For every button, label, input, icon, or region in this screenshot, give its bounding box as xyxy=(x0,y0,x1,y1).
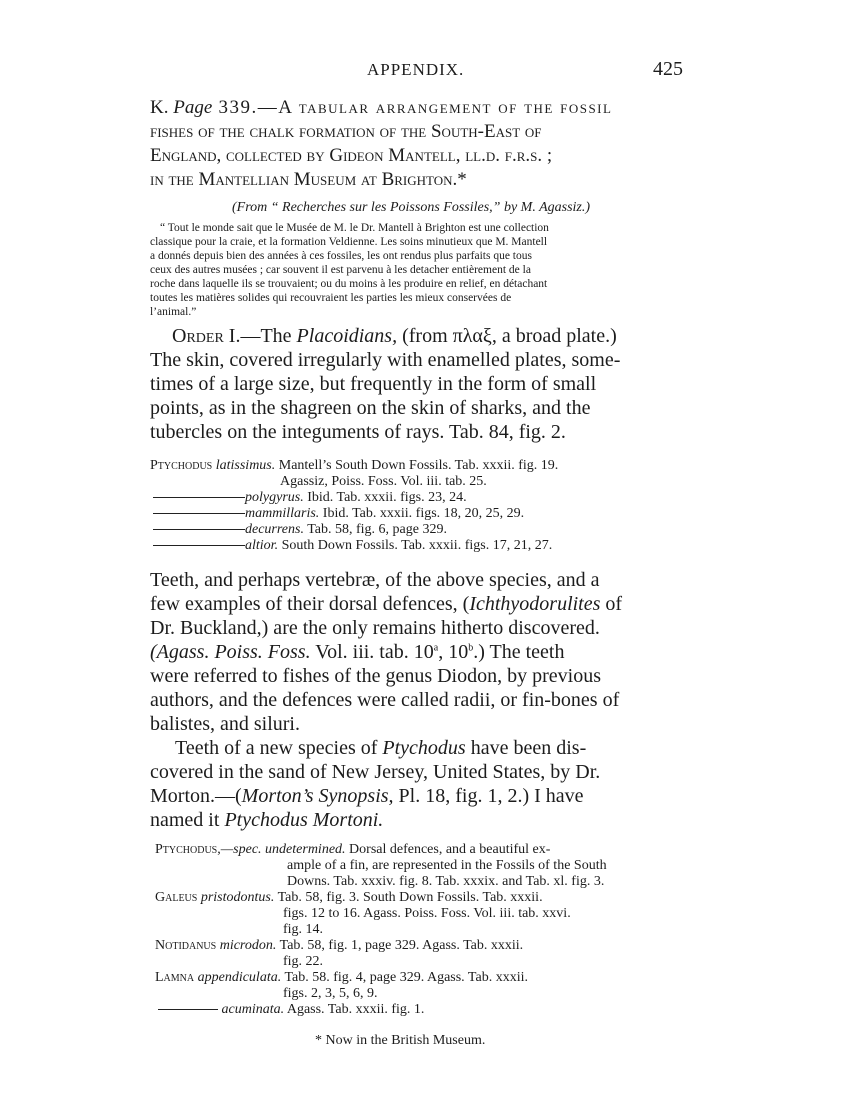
order-text-line: tubercles on the integuments of rays. Tab. 84, fig. 2. xyxy=(150,421,566,443)
paragraph-line: balistes, and siluri. xyxy=(150,713,300,735)
species-entry-cont: Agassiz, Poiss. Foss. Vol. iii. tab. 25. xyxy=(280,474,487,489)
source-citation: (From “ Recherches sur les Poissons Fossiles,” by M. Agassiz.) xyxy=(232,200,591,215)
species-entry: Lamna appendiculata. Tab. 58. fig. 4, page 329. Agass. Tab. xxxii. xyxy=(155,970,528,985)
order-text-line: points, as in the shagreen on the skin of sharks, and the xyxy=(150,397,591,419)
note-line: “ Tout le monde sait que le Musée de M. le Dr. Mantell à Brighton est une collection xyxy=(160,222,549,234)
footnote: * Now in the British Museum. xyxy=(315,1033,486,1048)
paragraph-line: authors, and the defences were called radii, or fin-bones of xyxy=(150,689,620,711)
paragraph-line: were referred to fishes of the genus Diodon, by previous xyxy=(150,665,601,687)
species-entry: mammillaris. Ibid. Tab. xxxii. figs. 18, 20, 25, 29. xyxy=(153,506,524,522)
species-entry: Ptychodus,—spec. undetermined. Dorsal defences, and a beautiful ex- xyxy=(155,842,551,857)
species-entry: acuminata. Agass. Tab. xxxii. fig. 1. xyxy=(158,1002,424,1018)
species-entry: decurrens. Tab. 58, fig. 6, page 329. xyxy=(153,522,447,538)
note-line: toutes les matières solides qui recouvraient les parties les mieux conservées de xyxy=(150,292,512,304)
species-entry: altior. South Down Fossils. Tab. xxxii. figs. 17, 21, 27. xyxy=(153,538,552,554)
ditto-dash xyxy=(153,545,245,546)
species-entry-cont: figs. 12 to 16. Agass. Poiss. Foss. Vol. iii. tab. xxvi. xyxy=(283,906,571,921)
species-entry: Galeus pristodontus. Tab. 58, fig. 3. South Down Fossils. Tab. xxxii. xyxy=(155,890,543,905)
note-line: classique pour la craie, et la formation Veldienne. Les soins minutieux que M. Mantell xyxy=(150,236,548,248)
page-number: 425 xyxy=(653,58,683,80)
paragraph-line: named it Ptychodus Mortoni. xyxy=(150,809,384,831)
species-entry-cont: fig. 14. xyxy=(283,922,324,937)
section-heading-line-1: K. Page 339.—A tabular arrangement of the fossil xyxy=(150,97,613,118)
ditto-dash xyxy=(153,529,245,530)
species-entry: polygyrus. Ibid. Tab. xxxii. figs. 23, 24. xyxy=(153,490,467,506)
paragraph-line: Teeth of a new species of Ptychodus have been dis- xyxy=(175,737,587,759)
section-heading-line-4: in the Mantellian Museum at Brighton.* xyxy=(150,169,467,190)
order-text-line: times of a large size, but frequently in the form of small xyxy=(150,373,597,395)
note-line: ceux des autres musées ; car souvent il est parvenu à les detacher entièrement de la xyxy=(150,264,531,276)
species-entry: Ptychodus latissimus. Mantell’s South Down Fossils. Tab. xxxii. fig. 19. xyxy=(150,458,559,473)
note-line: l’animal.” xyxy=(150,306,197,318)
species-entry: Notidanus microdon. Tab. 58, fig. 1, page 329. Agass. Tab. xxxii. xyxy=(155,938,524,953)
species-entry-cont: figs. 2, 3, 5, 6, 9. xyxy=(283,986,378,1001)
paragraph-line: few examples of their dorsal defences, (Ichthyodorulites of xyxy=(150,593,623,615)
order-text-line: The skin, covered irregularly with enamelled plates, some- xyxy=(150,349,621,371)
ditto-dash xyxy=(153,497,245,498)
ditto-dash xyxy=(153,513,245,514)
note-line: roche dans laquelle ils se trouvaient; ou du moins à les produire en relief, en détachant xyxy=(150,278,548,290)
species-entry-cont: fig. 22. xyxy=(283,954,324,969)
species-entry-cont: ample of a fin, are represented in the Fossils of the South xyxy=(287,858,607,873)
paragraph-line: Morton.—(Morton’s Synopsis, Pl. 18, fig. 1, 2.) I have xyxy=(150,785,584,807)
paragraph-line: covered in the sand of New Jersey, United States, by Dr. xyxy=(150,761,601,783)
note-line: a donnés depuis bien des années à ces fossiles, les ont rendus plus parfaits que tous xyxy=(150,250,532,262)
ditto-dash xyxy=(158,1009,218,1010)
running-head: APPENDIX. xyxy=(367,60,465,79)
paragraph-line: Teeth, and perhaps vertebræ, of the above species, and a xyxy=(150,569,600,591)
paragraph-line: (Agass. Poiss. Foss. Vol. iii. tab. 10$^a$, 10$^b$.) The teeth xyxy=(150,641,565,663)
section-heading-line-2: fishes of the chalk formation of the South-East of xyxy=(150,121,542,142)
paragraph-line: Dr. Buckland,) are the only remains hitherto discovered. xyxy=(150,617,600,639)
section-heading-line-3: England, collected by Gideon Mantell, ll.d. f.r.s. ; xyxy=(150,145,553,166)
species-entry-cont: Downs. Tab. xxxiv. fig. 8. Tab. xxxix. and Tab. xl. fig. 3. xyxy=(287,874,605,889)
order-heading: Order I.—The Placoidians, (from πλαξ, a broad plate.) xyxy=(172,325,617,347)
